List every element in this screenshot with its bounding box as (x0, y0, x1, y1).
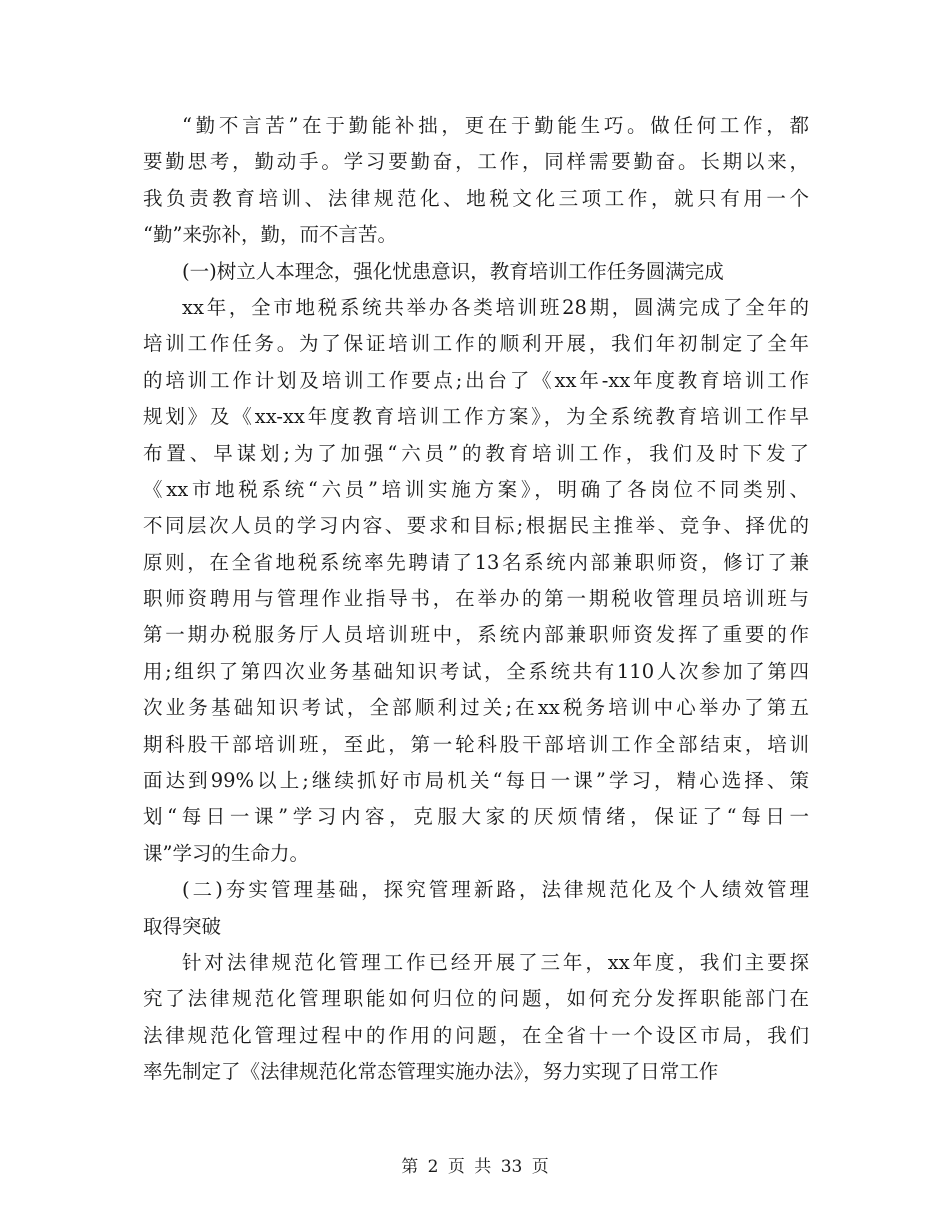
paragraph (143, 872, 809, 945)
text-line: 职师资聘用与管理作业指导书，在举办的第一期税收管理员培训班与 (143, 587, 809, 611)
paragraph (143, 254, 809, 290)
text-line: 取得突破 (143, 914, 222, 938)
text-line: 不同层次人员的学习内容、要求和目标;根据民主推举、竞争、择优的 (143, 514, 809, 538)
text-line: 规划》及《xx-xx年度教育培训工作方案》，为全系统教育培训工作早 (143, 405, 809, 429)
text-line: 布置、早谋划;为了加强“六员”的教育培训工作，我们及时下发了 (143, 441, 809, 465)
text-line: 面达到99%以上;继续抓好市局机关“每日一课”学习，精心选择、策 (143, 769, 809, 793)
text-line: 第一期办税服务厅人员培训班中，系统内部兼职师资发挥了重要的作 (143, 623, 809, 647)
text-line: 要勤思考，勤动手。学习要勤奋，工作，同样需要勤奋。长期以来， (143, 150, 809, 174)
text-line: 究了法律规范化管理职能如何归位的问题，如何充分发挥职能部门在 (143, 987, 809, 1011)
text-line: 的培训工作计划及培训工作要点;出台了《xx年-xx年度教育培训工作 (143, 368, 809, 392)
text-line: xx年，全市地税系统共举办各类培训班28期，圆满完成了全年的 (182, 295, 809, 319)
page-footer: 第 2 页 共 33 页 (401, 1157, 549, 1177)
text-line: 《xx市地税系统“六员”培训实施方案》，明确了各岗位不同类别、 (143, 477, 809, 501)
text-line: 次业务基础知识考试，全部顺利过关;在xx税务培训中心举办了第五 (143, 696, 809, 720)
text-line: 原则，在全省地税系统率先聘请了13名系统内部兼职师资，修订了兼 (143, 550, 809, 574)
text-line: 课”学习的生命力。 (143, 841, 309, 865)
text-line: 用;组织了第四次业务基础知识考试，全系统共有110人次参加了第四 (143, 659, 809, 683)
paragraph (143, 290, 809, 872)
document-body (143, 108, 809, 1091)
text-line: 培训工作任务。为了保证培训工作的顺利开展，我们年初制定了全年 (143, 332, 809, 356)
text-line: 针对法律规范化管理工作已经开展了三年，xx年度，我们主要探 (182, 950, 809, 974)
text-line: (一)树立人本理念，强化忧患意识，教育培训工作任务圆满完成 (182, 259, 724, 283)
paragraph (143, 945, 809, 1091)
text-line: 划“每日一课”学习内容，克服大家的厌烦情绪，保证了“每日一 (143, 805, 809, 829)
text-line: “勤不言苦”在于勤能补拙，更在于勤能生巧。做任何工作，都 (182, 114, 809, 137)
paragraph (143, 108, 809, 254)
text-line: (二)夯实管理基础，探究管理新路，法律规范化及个人绩效管理 (182, 878, 809, 902)
text-line: 期科股干部培训班，至此，第一轮科股干部培训工作全部结束，培训 (143, 732, 809, 756)
text-line: 法律规范化管理过程中的作用的问题，在全省十一个设区市局，我们 (143, 1023, 809, 1047)
text-line: 率先制定了《法律规范化常态管理实施办法》，努力实现了日常工作 (143, 1060, 719, 1084)
text-line: 我负责教育培训、法律规范化、地税文化三项工作，就只有用一个 (143, 186, 809, 210)
text-line: “勤”来弥补，勤，而不言苦。 (143, 223, 397, 247)
